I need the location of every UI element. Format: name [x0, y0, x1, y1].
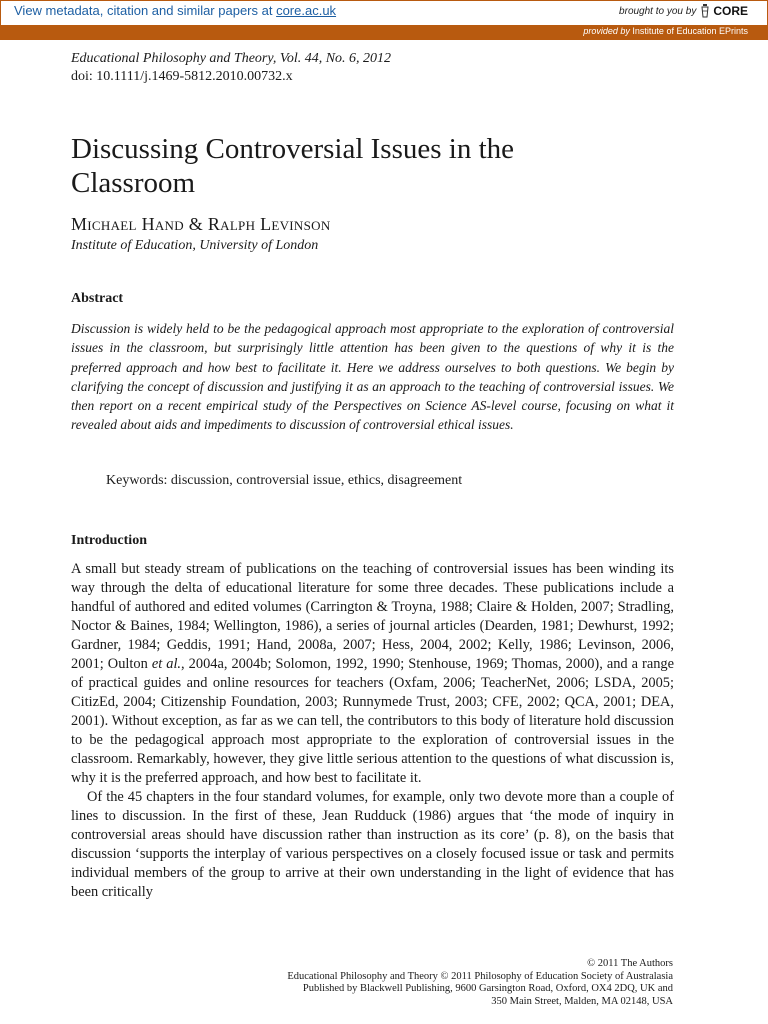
footer-line: Educational Philosophy and Theory © 2011 Philosophy of Education Society of Australasia: [287, 970, 673, 982]
brought-label: brought to you by: [619, 5, 697, 17]
authors: Michael Hand & Ralph Levinson: [71, 214, 331, 234]
article-title: Discussing Controversial Issues in the Classroom: [71, 133, 515, 199]
brought-to-you-by[interactable]: [619, 4, 748, 18]
introduction-heading: Introduction: [71, 533, 147, 548]
paragraph: Of the 45 chapters in the four standard volumes, for example, only two devote more than a couple of lines to discussion. In the first of these, Jean Rudduck (1986) argues that ‘the mode of inquiry in controversial areas should have discussion rather than instruction as its core’ (p. 8), on the basis that discussion ‘supports the interplay of various perspectives on a closely focused issue or task and permits individual members of the group to arrive at their own understanding in the light of evidence that has been critically: [71, 789, 674, 900]
introduction-body: [71, 560, 674, 902]
paragraph: [71, 560, 674, 788]
copyright-footer: [153, 958, 673, 1008]
metadata-link-prefix: View metadata, citation and similar papers at: [14, 3, 277, 18]
affiliation: Institute of Education, University of London: [71, 238, 319, 253]
footer-line: 350 Main Street, Malden, MA 02148, USA: [491, 995, 673, 1007]
abstract-heading: Abstract: [71, 291, 124, 306]
abstract-text: Discussion is widely held to be the pedagogical approach most appropriate to the exploration of controversial issues in the classroom, but surprisingly little attention has been given to the questions of why it is the preferred approach and how best to facilitate it. Here we address ourselves to both questions. We begin by clarifying the concept of discussion and justifying it as an approach to the teaching of controversial issues. We then report on a recent empirical study of the Perspectives on Science AS-level course, focusing on what it revealed about aids and impediments to discussion of controversial ethical issues.: [71, 321, 674, 433]
paragraph-text: A small but steady stream of publications on the teaching of controversial issues has been winding its way through the delta of educational literature for some three decades. These publications include a handful of authored and edited volumes (Carrington & Troyna, 1988; Claire & Holden, 2007; Stradling, Noctor & Baines, 1984; Wellington, 1986), a series of journal articles (Dearden, 1981; Dewhurst, 1992; Gardner, 1984; Geddis, 1991; Hand, 2008a, 2007; Hess, 2004, 2002; Kelly, 1986; Levinson, 2006, 2001; Oulton: [71, 561, 674, 672]
core-logo: CORE: [713, 4, 748, 18]
metadata-link[interactable]: [14, 3, 336, 18]
paragraph-text: , 2004a, 2004b; Solomon, 1992, 1990; Stenhouse, 1969; Thomas, 2000), and a range of practical guides and online resources for teachers (Oxfam, 2006; TeacherNet, 2006; LSDA, 2005; CitizEd, 2004; Citizenship Foundation, 2003; Runnymede Trust, 2003; CFE, 2002; QCA, 2001; DEA, 2001). Without exception, as far as we can tell, the contributors to this body of literature hold discussion to be the pedagogical approach most appropriate to the exploration of controversial issues in the classroom. Remarkably, however, they give little serious attention to the questions of what discussion is, why it is the preferred approach, and how best to facilitate it.: [71, 656, 675, 786]
provided-by[interactable]: [583, 26, 748, 36]
doi: doi: 10.1111/j.1469-5812.2010.00732.x: [71, 69, 293, 84]
core-tower-icon: [700, 4, 710, 18]
banner-provided-bar: [0, 25, 768, 40]
provider-name: Institute of Education EPrints: [632, 26, 748, 36]
keywords: Keywords: discussion, controversial issue, ethics, disagreement: [106, 473, 463, 488]
journal-citation: Educational Philosophy and Theory, Vol. 44, No. 6, 2012: [71, 51, 392, 66]
provided-by-label: provided by: [583, 26, 630, 36]
core-link[interactable]: core.ac.uk: [276, 3, 337, 18]
et-al: et al.: [151, 656, 182, 672]
core-banner: [0, 0, 768, 40]
footer-line: Published by Blackwell Publishing, 9600 Garsington Road, Oxford, OX4 2DQ, UK and: [302, 983, 673, 994]
footer-line: © 2011 The Authors: [587, 958, 673, 969]
